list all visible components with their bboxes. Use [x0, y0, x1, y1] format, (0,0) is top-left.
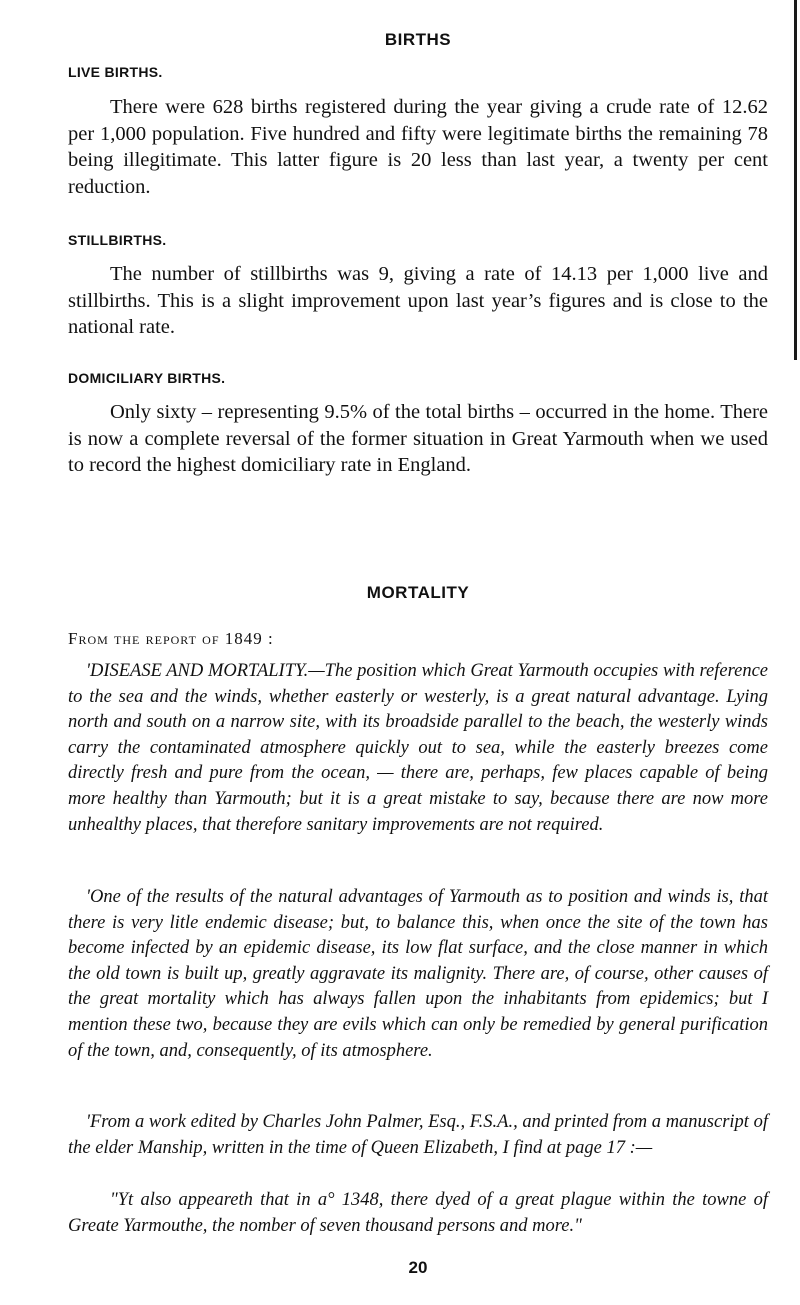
quote-palmer-manuscript: 'From a work edited by Charles John Palmer, Esq., F.S.A., and printed from a manuscript of the elder Manship, written in the time of Queen Elizabeth, I find at page 17 :—	[68, 1112, 768, 1158]
live-births-heading: LIVE BIRTHS.	[68, 64, 163, 80]
page-edge-line	[794, 0, 797, 360]
page-number: 20	[408, 1258, 428, 1277]
quote-plague-1348: "Yt also appeareth that in a° 1348, there dyed of a great plague within the towne of Greate Yarmouthe, the nomber of seven thousand persons and more."	[68, 1190, 768, 1236]
stillbirths-paragraph: The number of stillbirths was 9, giving a rate of 14.13 per 1,000 live and stillbirths. This is a slight improvement upon last year’s figures and is close to the national rate.	[68, 263, 768, 338]
mortality-title: MORTALITY	[366, 583, 470, 602]
quote-disease-and-mortality: 'DISEASE AND MORTALITY.—The position which Great Yarmouth occupies with reference to the sea and the winds, whether easterly or westerly, is a great natural advantage. Lying north and south on a narrow site, with its broadside parallel to the beach, the westerly winds carry the contaminated atmosphere quickly out to sea, while the easterly breezes come directly fresh and pure from the ocean, — there are, perhaps, few places capable of being more healthy than Yarmouth; but it is a great mistake to say, because there are now more unhealthy places, that therefore sanitary improvements are not required.	[68, 661, 768, 835]
births-title: BIRTHS	[384, 30, 452, 49]
domiciliary-births-paragraph: Only sixty – representing 9.5% of the total births – occurred in the home. There is now a complete reversal of the former situation in Great Yarmouth when we used to record the highest domiciliary rate in England.	[68, 401, 768, 476]
domiciliary-births-heading: DOMICILIARY BIRTHS.	[68, 370, 226, 386]
quote-natural-advantages: 'One of the results of the natural advantages of Yarmouth as to position and winds is, that there is very litle endemic disease; but, to balance this, when once the site of the town has become infected by an epidemic disease, its low flat surface, and the close manner in which the old town is built up, greatly aggravate its malignity. There are, of course, other causes of the great mortality which has always fallen upon the inhabitants from epidemics; but I mention these two, because they are evils which can only be remedied by general purification of the town, and, consequently, of its atmosphere.	[68, 887, 768, 1061]
live-births-paragraph: There were 628 births registered during the year giving a crude rate of 12.62 per 1,000 population. Five hundred and fifty were legitimate births the remaining 78 being illegitimate. This latter figure is 20 less than last year, a twenty per cent reduction.	[68, 96, 768, 198]
from-report-line: From the report of 1849 :	[68, 629, 274, 648]
stillbirths-heading: STILLBIRTHS.	[68, 232, 167, 248]
